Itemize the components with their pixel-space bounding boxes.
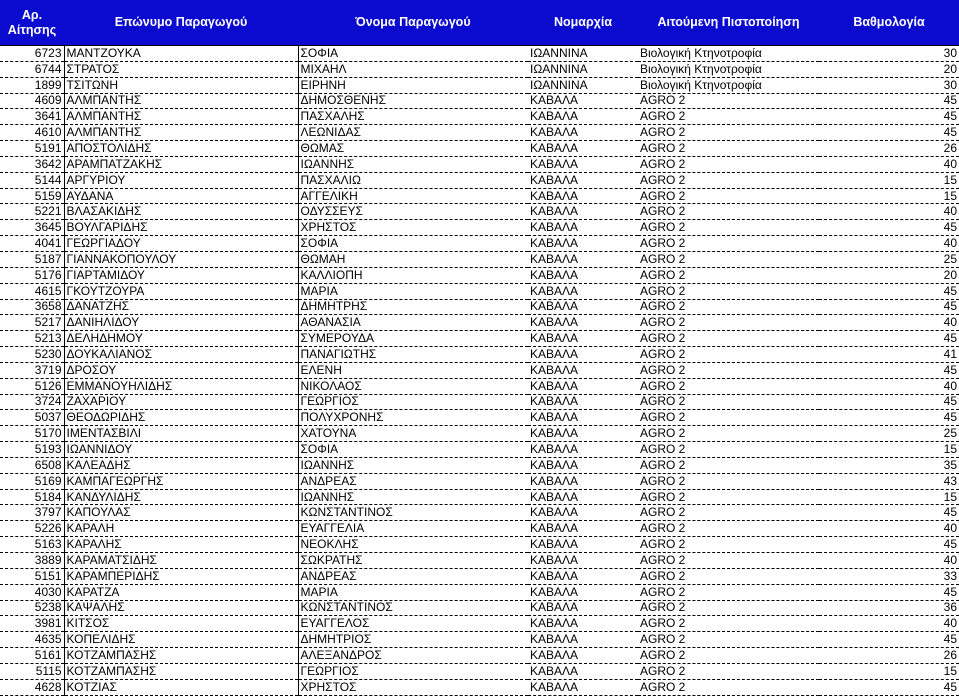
score-cell: 20	[819, 267, 959, 283]
prefecture-cell: ΚΑΒΑΛΑ	[528, 267, 638, 283]
prefecture-cell: ΚΑΒΑΛΑ	[528, 410, 638, 426]
application-number-cell: 5238	[0, 600, 64, 616]
table-row	[0, 378, 959, 394]
table-row	[0, 315, 959, 331]
table-row	[0, 537, 959, 553]
surname-cell: ΚΑΠΟΥΛΑΣ	[64, 505, 298, 521]
table-row	[0, 204, 959, 220]
score-cell: 45	[819, 362, 959, 378]
first-name-cell: ΣΥΜΕΡΟΥΔΑ	[298, 331, 528, 347]
first-name-cell: ΠΑΣΧΑΛΙΩ	[298, 172, 528, 188]
surname-cell: ΔΑΝΙΗΛΙΔΟΥ	[64, 315, 298, 331]
first-name-cell: ΠΟΛΥΧΡΟΝΗΣ	[298, 410, 528, 426]
first-name-cell: ΝΙΚΟΛΑΟΣ	[298, 378, 528, 394]
prefecture-cell: ΚΑΒΑΛΑ	[528, 347, 638, 363]
first-name-cell: ΕΥΑΓΓΕΛΙΑ	[298, 521, 528, 537]
first-name-cell: ΕΥΑΓΓΕΛΟΣ	[298, 616, 528, 632]
surname-cell: ΚΟΤΖΑΜΠΑΣΗΣ	[64, 648, 298, 664]
score-cell: 45	[819, 331, 959, 347]
surname-cell: ΔΟΥΚΑΛΙΑΝΟΣ	[64, 347, 298, 363]
score-cell: 45	[819, 537, 959, 553]
application-number-cell: 5221	[0, 204, 64, 220]
prefecture-cell: ΚΑΒΑΛΑ	[528, 537, 638, 553]
score-cell: 45	[819, 299, 959, 315]
first-name-cell: ΧΡΗΣΤΟΣ	[298, 220, 528, 236]
surname-cell: ΚΑΡΑΜΑΤΣΙΔΗΣ	[64, 553, 298, 569]
application-number-cell: 3719	[0, 362, 64, 378]
prefecture-cell: ΚΑΒΑΛΑ	[528, 378, 638, 394]
first-name-cell: ΧΡΗΣΤΟΣ	[298, 679, 528, 695]
first-name-cell: ΛΕΩΝΙΔΑΣ	[298, 125, 528, 141]
score-cell: 43	[819, 473, 959, 489]
surname-cell: ΚΟΤΖΙΑΣ	[64, 679, 298, 695]
table-row	[0, 236, 959, 252]
prefecture-cell: ΚΑΒΑΛΑ	[528, 299, 638, 315]
prefecture-cell: ΚΑΒΑΛΑ	[528, 331, 638, 347]
prefecture-cell: ΚΑΒΑΛΑ	[528, 93, 638, 109]
table-row	[0, 473, 959, 489]
certification-cell: AGRO 2	[638, 109, 819, 125]
prefecture-cell: ΚΑΒΑΛΑ	[528, 600, 638, 616]
certification-cell: AGRO 2	[638, 394, 819, 410]
score-cell: 15	[819, 188, 959, 204]
certification-cell: AGRO 2	[638, 188, 819, 204]
table-row	[0, 61, 959, 77]
first-name-cell: ΔΗΜΗΤΡΙΟΣ	[298, 632, 528, 648]
certification-cell: AGRO 2	[638, 93, 819, 109]
score-cell: 40	[819, 156, 959, 172]
table-row	[0, 616, 959, 632]
certification-cell: AGRO 2	[638, 299, 819, 315]
first-name-cell: ΘΩΜΑΗ	[298, 251, 528, 267]
prefecture-cell: ΚΑΒΑΛΑ	[528, 283, 638, 299]
first-name-cell: ΟΔΥΣΣΕΥΣ	[298, 204, 528, 220]
first-name-cell: ΜΙΧΑΗΛ	[298, 61, 528, 77]
prefecture-cell: ΚΑΒΑΛΑ	[528, 679, 638, 695]
first-name-cell: ΕΛΕΝΗ	[298, 362, 528, 378]
first-name-cell: ΑΘΑΝΑΣΙΑ	[298, 315, 528, 331]
first-name-cell: ΕΙΡΗΝΗ	[298, 77, 528, 93]
prefecture-cell: ΚΑΒΑΛΑ	[528, 251, 638, 267]
prefecture-cell: ΚΑΒΑΛΑ	[528, 394, 638, 410]
prefecture-cell: ΚΑΒΑΛΑ	[528, 362, 638, 378]
prefecture-cell: ΚΑΒΑΛΑ	[528, 473, 638, 489]
score-cell: 25	[819, 251, 959, 267]
table-body	[0, 46, 959, 696]
surname-cell: ΚΑΡΑΛΗΣ	[64, 537, 298, 553]
prefecture-cell: ΚΑΒΑΛΑ	[528, 156, 638, 172]
prefecture-cell: ΚΑΒΑΛΑ	[528, 489, 638, 505]
first-name-cell: ΧΑΤΟΥΝΑ	[298, 426, 528, 442]
surname-cell: ΑΡΓΥΡΙΟΥ	[64, 172, 298, 188]
prefecture-cell: ΚΑΒΑΛΑ	[528, 553, 638, 569]
score-cell: 15	[819, 489, 959, 505]
score-cell: 40	[819, 553, 959, 569]
certification-cell: AGRO 2	[638, 521, 819, 537]
surname-cell: ΑΡΑΜΠΑΤΖΑΚΗΣ	[64, 156, 298, 172]
prefecture-cell: ΚΑΒΑΛΑ	[528, 204, 638, 220]
certification-cell: AGRO 2	[638, 568, 819, 584]
certification-cell: AGRO 2	[638, 584, 819, 600]
column-header-requested-certification: Αιτούμενη Πιστοποίηση	[638, 0, 819, 46]
table-row	[0, 251, 959, 267]
score-cell: 15	[819, 172, 959, 188]
score-cell: 41	[819, 347, 959, 363]
surname-cell: ΒΟΥΛΓΑΡΙΔΗΣ	[64, 220, 298, 236]
table-row	[0, 410, 959, 426]
prefecture-cell: ΚΑΒΑΛΑ	[528, 141, 638, 157]
column-header-producer-name: Όνομα Παραγωγού	[298, 0, 528, 46]
table-row	[0, 553, 959, 569]
prefecture-cell: ΚΑΒΑΛΑ	[528, 584, 638, 600]
certification-cell: AGRO 2	[638, 141, 819, 157]
table-row	[0, 172, 959, 188]
first-name-cell: ΑΝΔΡΕΑΣ	[298, 473, 528, 489]
application-number-cell: 4030	[0, 584, 64, 600]
application-number-cell: 5115	[0, 663, 64, 679]
certification-cell: AGRO 2	[638, 220, 819, 236]
prefecture-cell: ΚΑΒΑΛΑ	[528, 426, 638, 442]
surname-cell: ΚΟΠΕΛΙΔΗΣ	[64, 632, 298, 648]
application-number-cell: 3797	[0, 505, 64, 521]
table-row	[0, 188, 959, 204]
prefecture-cell: ΙΩΑΝΝΙΝΑ	[528, 77, 638, 93]
surname-cell: ΕΜΜΑΝΟΥΗΛΙΔΗΣ	[64, 378, 298, 394]
surname-cell: ΤΣΙΤΩΝΗ	[64, 77, 298, 93]
score-cell: 45	[819, 410, 959, 426]
surname-cell: ΔΕΛΗΔΗΜΟΥ	[64, 331, 298, 347]
score-cell: 45	[819, 394, 959, 410]
first-name-cell: ΚΩΝΣΤΑΝΤΙΝΟΣ	[298, 505, 528, 521]
certification-cell: AGRO 2	[638, 315, 819, 331]
first-name-cell: ΣΟΦΙΑ	[298, 46, 528, 62]
application-number-cell: 3642	[0, 156, 64, 172]
prefecture-cell: ΚΑΒΑΛΑ	[528, 663, 638, 679]
application-number-cell: 3889	[0, 553, 64, 569]
score-cell: 30	[819, 77, 959, 93]
first-name-cell: ΚΩΝΣΤΑΝΤΙΝΟΣ	[298, 600, 528, 616]
prefecture-cell: ΚΑΒΑΛΑ	[528, 648, 638, 664]
certification-cell: Βιολογική Κτηνοτροφία	[638, 61, 819, 77]
application-number-cell: 5187	[0, 251, 64, 267]
table-row	[0, 648, 959, 664]
surname-cell: ΑΛΜΠΑΝΤΗΣ	[64, 109, 298, 125]
prefecture-cell: ΚΑΒΑΛΑ	[528, 521, 638, 537]
certification-cell: AGRO 2	[638, 663, 819, 679]
first-name-cell: ΓΕΩΡΓΙΟΣ	[298, 394, 528, 410]
first-name-cell: ΝΕΟΚΛΗΣ	[298, 537, 528, 553]
surname-cell: ΓΙΑΡΤΑΜΙΔΟΥ	[64, 267, 298, 283]
score-cell: 25	[819, 426, 959, 442]
prefecture-cell: ΚΑΒΑΛΑ	[528, 616, 638, 632]
surname-cell: ΒΛΑΣΑΚΙΔΗΣ	[64, 204, 298, 220]
certification-cell: AGRO 2	[638, 505, 819, 521]
surname-cell: ΙΩΑΝΝΙΔΟΥ	[64, 442, 298, 458]
application-number-cell: 5159	[0, 188, 64, 204]
score-cell: 45	[819, 679, 959, 695]
first-name-cell: ΚΑΛΛΙΟΠΗ	[298, 267, 528, 283]
application-number-cell: 3658	[0, 299, 64, 315]
score-cell: 26	[819, 141, 959, 157]
surname-cell: ΓΕΩΡΓΙΑΔΟΥ	[64, 236, 298, 252]
table-row	[0, 442, 959, 458]
application-number-cell: 5213	[0, 331, 64, 347]
score-cell: 40	[819, 236, 959, 252]
certification-cell: AGRO 2	[638, 267, 819, 283]
table-row	[0, 489, 959, 505]
first-name-cell: ΣΟΦΙΑ	[298, 236, 528, 252]
prefecture-cell: ΚΑΒΑΛΑ	[528, 220, 638, 236]
prefecture-cell: ΚΑΒΑΛΑ	[528, 505, 638, 521]
application-number-cell: 5037	[0, 410, 64, 426]
certification-cell: AGRO 2	[638, 489, 819, 505]
application-number-cell: 5161	[0, 648, 64, 664]
table-row	[0, 632, 959, 648]
certification-cell: AGRO 2	[638, 283, 819, 299]
certification-cell: AGRO 2	[638, 251, 819, 267]
certification-cell: AGRO 2	[638, 632, 819, 648]
prefecture-cell: ΚΑΒΑΛΑ	[528, 568, 638, 584]
application-number-cell: 5193	[0, 442, 64, 458]
score-cell: 45	[819, 505, 959, 521]
surname-cell: ΓΚΟΥΤΖΟΥΡΑ	[64, 283, 298, 299]
surname-cell: ΚΑΡΑΛΗ	[64, 521, 298, 537]
first-name-cell: ΑΓΓΕΛΙΚΗ	[298, 188, 528, 204]
first-name-cell: ΣΟΦΙΑ	[298, 442, 528, 458]
surname-cell: ΚΑΜΠΑΓΕΩΡΓΗΣ	[64, 473, 298, 489]
score-cell: 26	[819, 648, 959, 664]
surname-cell: ΙΜΕΝΤΑΣΒΙΛΙ	[64, 426, 298, 442]
table-row	[0, 362, 959, 378]
certification-cell: AGRO 2	[638, 679, 819, 695]
surname-cell: ΑΛΜΠΑΝΤΗΣ	[64, 125, 298, 141]
certification-cell: AGRO 2	[638, 236, 819, 252]
first-name-cell: ΙΩΑΝΝΗΣ	[298, 156, 528, 172]
certification-cell: AGRO 2	[638, 347, 819, 363]
certification-cell: Βιολογική Κτηνοτροφία	[638, 77, 819, 93]
score-cell: 45	[819, 109, 959, 125]
first-name-cell: ΠΑΝΑΓΙΩΤΗΣ	[298, 347, 528, 363]
score-cell: 20	[819, 61, 959, 77]
first-name-cell: ΙΩΑΝΝΗΣ	[298, 489, 528, 505]
table-row	[0, 394, 959, 410]
score-cell: 45	[819, 584, 959, 600]
application-number-cell: 4628	[0, 679, 64, 695]
score-cell: 45	[819, 220, 959, 236]
table-row	[0, 93, 959, 109]
application-number-cell: 1899	[0, 77, 64, 93]
table-row	[0, 125, 959, 141]
application-number-cell: 5169	[0, 473, 64, 489]
certification-cell: AGRO 2	[638, 553, 819, 569]
application-number-cell: 4609	[0, 93, 64, 109]
score-cell: 33	[819, 568, 959, 584]
table-row	[0, 600, 959, 616]
prefecture-cell: ΚΑΒΑΛΑ	[528, 457, 638, 473]
application-number-cell: 6723	[0, 46, 64, 62]
table-row	[0, 568, 959, 584]
first-name-cell: ΔΗΜΟΣΘΕΝΗΣ	[298, 93, 528, 109]
surname-cell: ΔΡΟΣΟΥ	[64, 362, 298, 378]
table-row	[0, 679, 959, 695]
first-name-cell: ΜΑΡΙΑ	[298, 283, 528, 299]
certification-cell: AGRO 2	[638, 600, 819, 616]
surname-cell: ΑΠΟΣΤΟΛΙΔΗΣ	[64, 141, 298, 157]
column-header-prefecture: Νομαρχία	[528, 0, 638, 46]
score-cell: 40	[819, 616, 959, 632]
score-cell: 15	[819, 442, 959, 458]
certification-cell: AGRO 2	[638, 537, 819, 553]
application-number-cell: 5226	[0, 521, 64, 537]
table-row	[0, 283, 959, 299]
surname-cell: ΚΑΨΑΛΗΣ	[64, 600, 298, 616]
table-row	[0, 77, 959, 93]
score-cell: 45	[819, 632, 959, 648]
certification-cell: AGRO 2	[638, 648, 819, 664]
certification-cell: AGRO 2	[638, 410, 819, 426]
prefecture-cell: ΚΑΒΑΛΑ	[528, 172, 638, 188]
score-cell: 40	[819, 521, 959, 537]
column-header-score: Βαθμολογία	[819, 0, 959, 46]
table-row	[0, 220, 959, 236]
prefecture-cell: ΚΑΒΑΛΑ	[528, 109, 638, 125]
prefecture-cell: ΚΑΒΑΛΑ	[528, 125, 638, 141]
first-name-cell: ΠΑΣΧΑΛΗΣ	[298, 109, 528, 125]
score-cell: 15	[819, 663, 959, 679]
table-row	[0, 426, 959, 442]
prefecture-cell: ΚΑΒΑΛΑ	[528, 315, 638, 331]
surname-cell: ΘΕΟΔΩΡΙΔΗΣ	[64, 410, 298, 426]
surname-cell: ΚΙΤΣΟΣ	[64, 616, 298, 632]
certification-cell: AGRO 2	[638, 156, 819, 172]
prefecture-cell: ΚΑΒΑΛΑ	[528, 188, 638, 204]
surname-cell: ΓΙΑΝΝΑΚΟΠΟΥΛΟΥ	[64, 251, 298, 267]
first-name-cell: ΓΕΩΡΓΙΟΣ	[298, 663, 528, 679]
certification-cell: AGRO 2	[638, 457, 819, 473]
table-row	[0, 299, 959, 315]
surname-cell: ΑΥΔΑΝΑ	[64, 188, 298, 204]
certification-cell: Βιολογική Κτηνοτροφία	[638, 46, 819, 62]
first-name-cell: ΘΩΜΑΣ	[298, 141, 528, 157]
first-name-cell: ΔΗΜΗΤΡΗΣ	[298, 299, 528, 315]
table-row	[0, 331, 959, 347]
prefecture-cell: ΚΑΒΑΛΑ	[528, 236, 638, 252]
certification-cell: AGRO 2	[638, 362, 819, 378]
certification-cell: AGRO 2	[638, 473, 819, 489]
application-number-cell: 5217	[0, 315, 64, 331]
application-number-cell: 4041	[0, 236, 64, 252]
prefecture-cell: ΙΩΑΝΝΙΝΑ	[528, 46, 638, 62]
surname-cell: ΚΑΡΑΜΠΕΡΙΔΗΣ	[64, 568, 298, 584]
certification-cell: AGRO 2	[638, 331, 819, 347]
application-number-cell: 5163	[0, 537, 64, 553]
application-number-cell: 3724	[0, 394, 64, 410]
prefecture-cell: ΙΩΑΝΝΙΝΑ	[528, 61, 638, 77]
application-number-cell: 3981	[0, 616, 64, 632]
prefecture-cell: ΚΑΒΑΛΑ	[528, 632, 638, 648]
table-row	[0, 457, 959, 473]
application-number-cell: 5126	[0, 378, 64, 394]
score-cell: 30	[819, 46, 959, 62]
surname-cell: ΚΑΛΕΑΔΗΣ	[64, 457, 298, 473]
first-name-cell: ΑΛΕΞΑΝΔΡΟΣ	[298, 648, 528, 664]
score-cell: 40	[819, 378, 959, 394]
first-name-cell: ΑΝΔΡΕΑΣ	[298, 568, 528, 584]
application-number-cell: 5144	[0, 172, 64, 188]
score-cell: 45	[819, 93, 959, 109]
application-number-cell: 5230	[0, 347, 64, 363]
first-name-cell: ΣΩΚΡΑΤΗΣ	[298, 553, 528, 569]
certification-cell: AGRO 2	[638, 204, 819, 220]
application-number-cell: 5151	[0, 568, 64, 584]
certification-cell: AGRO 2	[638, 125, 819, 141]
certification-cell: AGRO 2	[638, 442, 819, 458]
surname-cell: ΚΟΤΖΑΜΠΑΣΗΣ	[64, 663, 298, 679]
column-header-producer-surname: Επώνυμο Παραγωγού	[64, 0, 298, 46]
table-row	[0, 663, 959, 679]
header-row	[0, 0, 959, 46]
surname-cell: ΜΑΝΤΖΟΥΚΑ	[64, 46, 298, 62]
application-number-cell: 5184	[0, 489, 64, 505]
prefecture-cell: ΚΑΒΑΛΑ	[528, 442, 638, 458]
table-row	[0, 156, 959, 172]
application-number-cell: 4610	[0, 125, 64, 141]
certification-cell: AGRO 2	[638, 426, 819, 442]
application-number-cell: 6508	[0, 457, 64, 473]
score-cell: 36	[819, 600, 959, 616]
table-row	[0, 141, 959, 157]
application-number-cell: 6744	[0, 61, 64, 77]
surname-cell: ΔΑΝΑΤΖΗΣ	[64, 299, 298, 315]
application-number-cell: 4615	[0, 283, 64, 299]
score-cell: 40	[819, 315, 959, 331]
table-row	[0, 584, 959, 600]
score-cell: 45	[819, 125, 959, 141]
table-row	[0, 505, 959, 521]
first-name-cell: ΜΑΡΙΑ	[298, 584, 528, 600]
application-number-cell: 3641	[0, 109, 64, 125]
table-row	[0, 267, 959, 283]
column-header-application-number: Αρ. Αίτησης	[0, 0, 64, 46]
application-number-cell: 5170	[0, 426, 64, 442]
surname-cell: ΚΑΝΔΥΛΙΔΗΣ	[64, 489, 298, 505]
first-name-cell: ΙΩΑΝΝΗΣ	[298, 457, 528, 473]
score-cell: 40	[819, 204, 959, 220]
certification-cell: AGRO 2	[638, 172, 819, 188]
surname-cell: ΣΤΡΑΤΟΣ	[64, 61, 298, 77]
certification-cell: AGRO 2	[638, 616, 819, 632]
score-cell: 45	[819, 283, 959, 299]
table-row	[0, 521, 959, 537]
surname-cell: ΚΑΡΑΤΖΑ	[64, 584, 298, 600]
surname-cell: ΖΑΧΑΡΙΟΥ	[64, 394, 298, 410]
application-number-cell: 5176	[0, 267, 64, 283]
table-header	[0, 0, 959, 46]
table-row	[0, 46, 959, 62]
certification-cell: AGRO 2	[638, 378, 819, 394]
surname-cell: ΑΛΜΠΑΝΤΗΣ	[64, 93, 298, 109]
application-number-cell: 5191	[0, 141, 64, 157]
table-row	[0, 109, 959, 125]
score-cell: 35	[819, 457, 959, 473]
table-row	[0, 347, 959, 363]
application-number-cell: 3645	[0, 220, 64, 236]
application-number-cell: 4635	[0, 632, 64, 648]
